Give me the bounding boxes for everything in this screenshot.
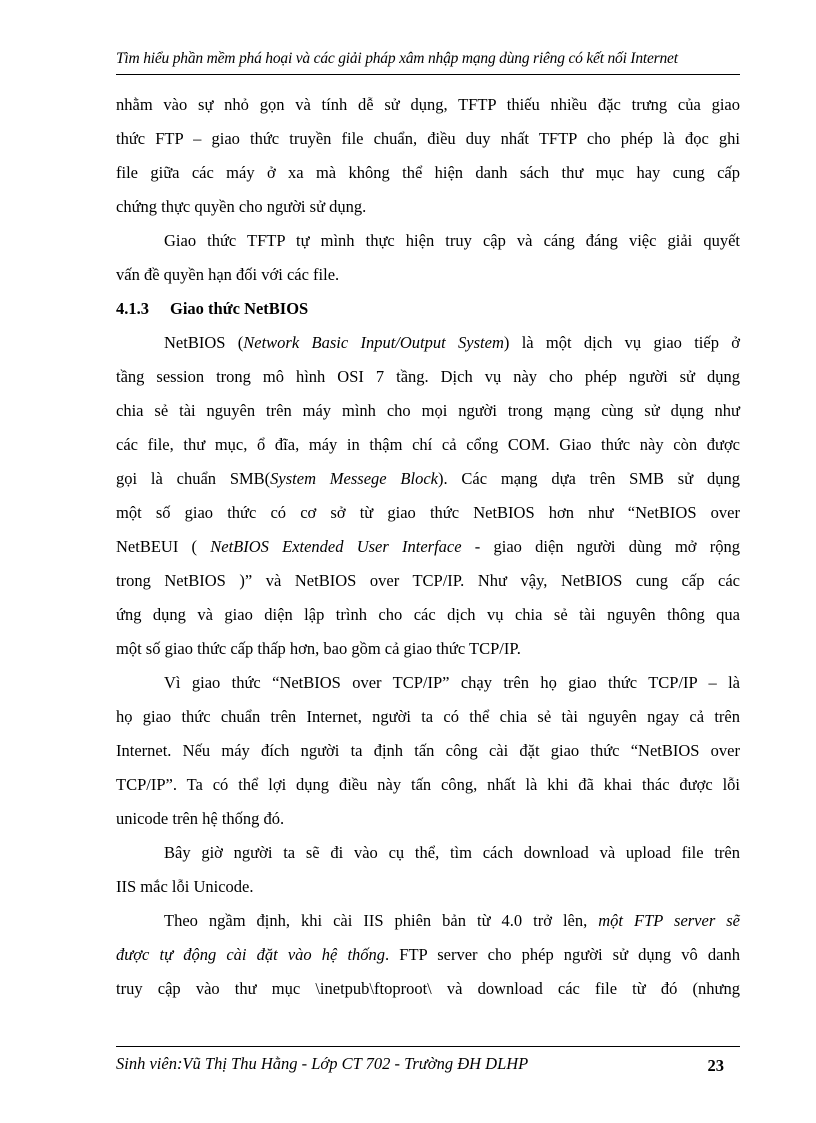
text-line: các file, thư mục, ổ đĩa, máy in thậm chí cả cổng COM. Giao thức này còn được (116, 435, 740, 454)
page-body (116, 88, 740, 1006)
text-line: file giữa các máy ở xa mà không thể hiện danh sách thư mục hay cung cấp (116, 163, 740, 182)
page-footer (116, 1054, 740, 1074)
text-line: thức FTP – giao thức truyền file chuẩn, điều duy nhất TFTP cho phép là đọc ghi (116, 129, 740, 148)
text-line: vấn đề quyền hạn đối với các file. (116, 265, 340, 284)
italic-phrase: một FTP server sẽ (598, 911, 740, 930)
text-line: IIS mắc lỗi Unicode. (116, 877, 254, 896)
text-run: NetBIOS ( (164, 333, 244, 352)
italic-term: NetBIOS Extended User Interface (210, 537, 462, 556)
text-line: unicode trên hệ thống đó. (116, 809, 285, 828)
section-number: 4.1.3 (116, 299, 149, 318)
text-line: trong NetBIOS )” và NetBIOS over TCP/IP. Như vậy, NetBIOS cung cấp các (116, 571, 740, 590)
paragraph-3 (116, 326, 740, 666)
text-line (116, 938, 740, 972)
running-header: Tìm hiểu phần mềm phá hoại và các giải pháp xâm nhập mạng dùng riêng có kết nối Internet (116, 50, 678, 67)
text-line: Bây giờ người ta sẽ đi vào cụ thể, tìm cách download và upload file trên (164, 843, 740, 862)
italic-term: System Messege Block (270, 469, 438, 488)
text-line: Giao thức TFTP tự mình thực hiện truy cập và cáng đáng việc giải quyết (164, 231, 740, 250)
text-line (116, 462, 740, 496)
italic-term: Network Basic Input/Output System (243, 333, 504, 352)
text-line: truy cập vào thư mục \inetpub\ftoproot\ và download các file từ đó (nhưng (116, 979, 740, 998)
text-line: TCP/IP”. Ta có thể lợi dụng điều này tấn công, nhất là khi đã khai thác được lỗi (116, 775, 740, 794)
text-run: Theo ngầm định, khi cài IIS phiên bản từ 4.0 trở lên, (164, 911, 599, 930)
text-line (116, 326, 740, 360)
text-line (116, 530, 740, 564)
text-run: - giao diện người dùng mở rộng (461, 537, 740, 556)
paragraph-1 (116, 88, 740, 224)
header-rule (116, 74, 740, 75)
text-line: họ giao thức chuẩn trên Internet, người ta có thể chia sẻ tài nguyên ngay cả trên (116, 707, 740, 726)
paragraph-5 (116, 836, 740, 904)
paragraph-2 (116, 224, 740, 292)
section-title: Giao thức NetBIOS (170, 299, 309, 318)
text-line: chia sẻ tài nguyên trên máy mình cho mọi người trong mạng cùng sử dụng như (116, 401, 740, 420)
text-line (116, 904, 740, 938)
paragraph-4 (116, 666, 740, 836)
text-line: ứng dụng và giao diện lập trình cho các dịch vụ chia sẻ tài nguyên thông qua (116, 605, 740, 624)
text-line: một số giao thức cấp thấp hơn, bao gồm cả giao thức TCP/IP. (116, 639, 521, 658)
text-line: chứng thực quyền cho người sử dụng. (116, 197, 367, 216)
text-run: ). Các mạng dựa trên SMB sử dụng (437, 469, 740, 488)
text-line: tầng session trong mô hình OSI 7 tầng. Dịch vụ này cho phép người sử dụng (116, 367, 740, 386)
text-run: gọi là chuẩn SMB( (116, 469, 271, 488)
text-line: Internet. Nếu máy đích người ta định tấn công cài đặt giao thức “NetBIOS over (116, 741, 740, 760)
page-number: 23 (707, 1056, 724, 1075)
text-line: Vì giao thức “NetBIOS over TCP/IP” chạy trên họ giao thức TCP/IP – là (164, 673, 740, 692)
footer-rule (116, 1046, 740, 1047)
text-line: nhằm vào sự nhỏ gọn và tính dễ sử dụng, TFTP thiếu nhiều đặc trưng của giao (116, 95, 740, 114)
paragraph-6 (116, 904, 740, 1006)
text-line: một số giao thức có cơ sở từ giao thức NetBIOS hơn như “NetBIOS over (116, 503, 740, 522)
section-heading (116, 292, 740, 326)
footer-author: Sinh viên:Vũ Thị Thu Hằng - Lớp CT 702 - Trường ĐH DLHP (116, 1054, 529, 1073)
text-run: ) là một dịch vụ giao tiếp ở (503, 333, 741, 352)
italic-phrase: được tự động cài đặt vào hệ thống (116, 945, 386, 964)
text-run: NetBEUI ( (116, 537, 211, 556)
text-run: . FTP server cho phép người sử dụng vô danh (385, 945, 740, 964)
